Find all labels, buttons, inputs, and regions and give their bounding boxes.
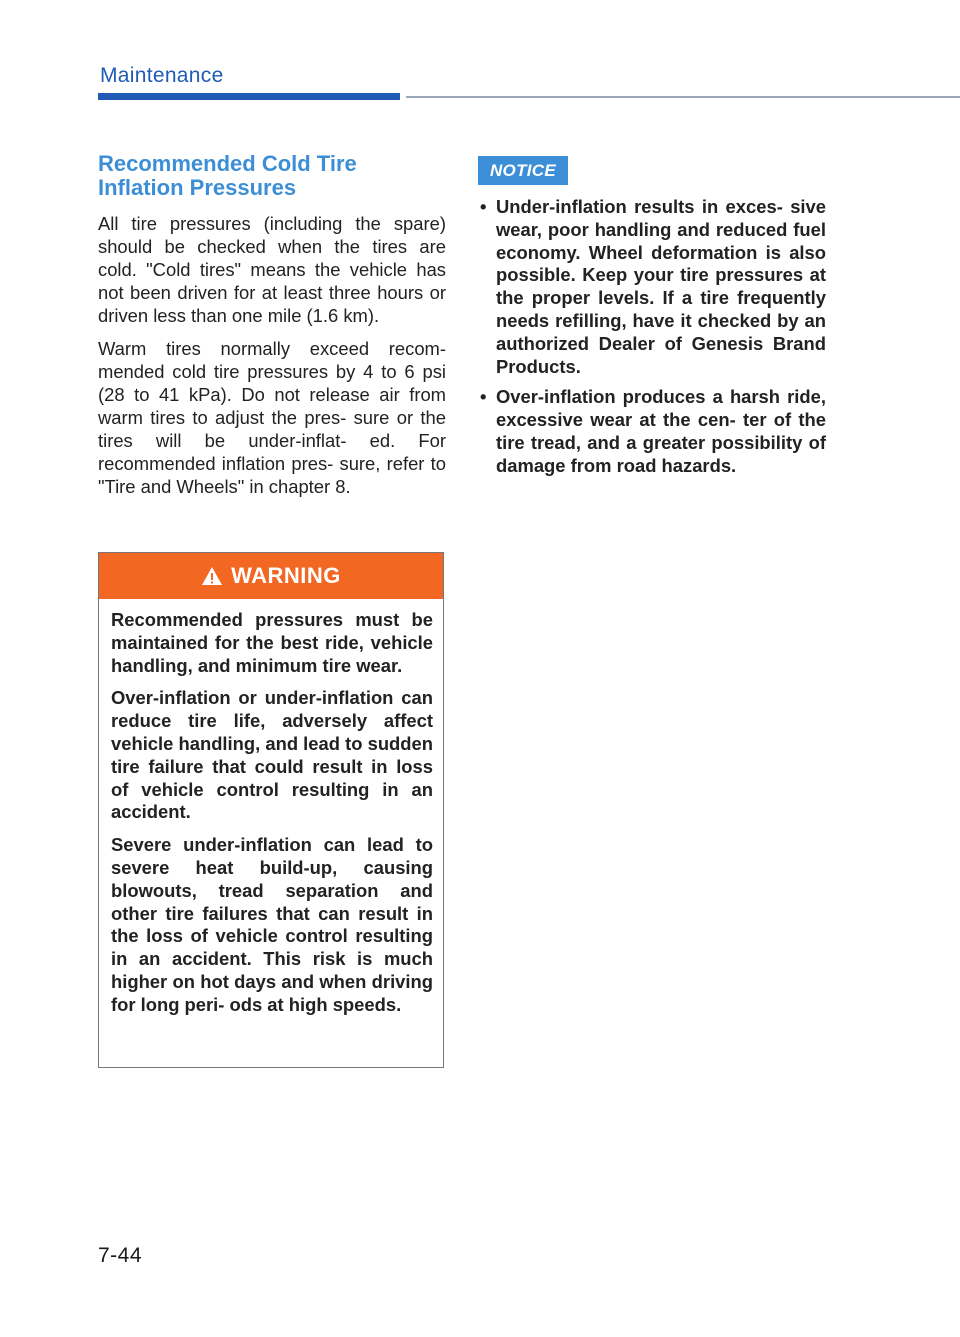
bullet-icon: • [480, 196, 487, 217]
warning-label: WARNING [231, 563, 341, 588]
body-paragraph: All tire pressures (including the spare) should be checked when the tires are cold. "Cold tires" means the vehicle has not been driven for at least three hours or driven less than one mile (1.6 km). [98, 213, 446, 326]
page-number: 7-44 [98, 1244, 143, 1267]
warning-header [99, 553, 443, 599]
warning-triangle-icon [201, 566, 223, 586]
header-rule [406, 96, 960, 98]
left-column [98, 152, 446, 508]
notice-list [478, 196, 826, 478]
warning-body [99, 599, 443, 1017]
list-item-text: Over-inflation produces a harsh ride, excessive wear at the cen- ter of the tire tread, and a greater possibility of damage from road hazards. [496, 386, 826, 476]
list-item-text: Under-inflation results in exces- sive wear, poor handling and reduced fuel economy. Wheel deformation is also possible. Keep your tire pressures at the proper levels. If a tire frequently needs refilling, have it checked by an authorized Dealer of Genesis Brand Products. [496, 196, 826, 377]
warning-paragraph: Over-inflation or under-inflation can reduce tire life, adversely affect vehicle handling, and lead to sudden tire failure that could result in loss of vehicle control resulting in an accident. [111, 687, 433, 823]
section-header: Maintenance [100, 64, 224, 87]
section-title: Recommended Cold Tire Inflation Pressures [98, 151, 357, 200]
warning-box [98, 552, 444, 1068]
list-item [478, 196, 826, 378]
warning-paragraph: Severe under-inflation can lead to severe heat build-up, causing blowouts, tread separation and other tire failures that can result in the loss of vehicle control resulting in an accident. This risk is much higher on hot days and when driving for long peri- ods at high speeds. [111, 834, 433, 1015]
warning-paragraph: Recommended pressures must be maintained for the best ride, vehicle handling, and minimum tire wear. [111, 609, 433, 676]
right-column [478, 196, 826, 486]
bullet-icon: • [480, 386, 487, 408]
body-paragraph: Warm tires normally exceed recom- mended cold tire pressures by 4 to 6 psi (28 to 41 kPa). Do not release air from warm tires to adjust the pres- sure or the tires will be under-inflat- ed. For recommended inflation pres- sure, refer to "Tire and Wheels" in chapter 8. [98, 338, 446, 497]
list-item [478, 386, 826, 477]
header-rule-accent [98, 93, 400, 100]
notice-badge: NOTICE [478, 156, 568, 185]
